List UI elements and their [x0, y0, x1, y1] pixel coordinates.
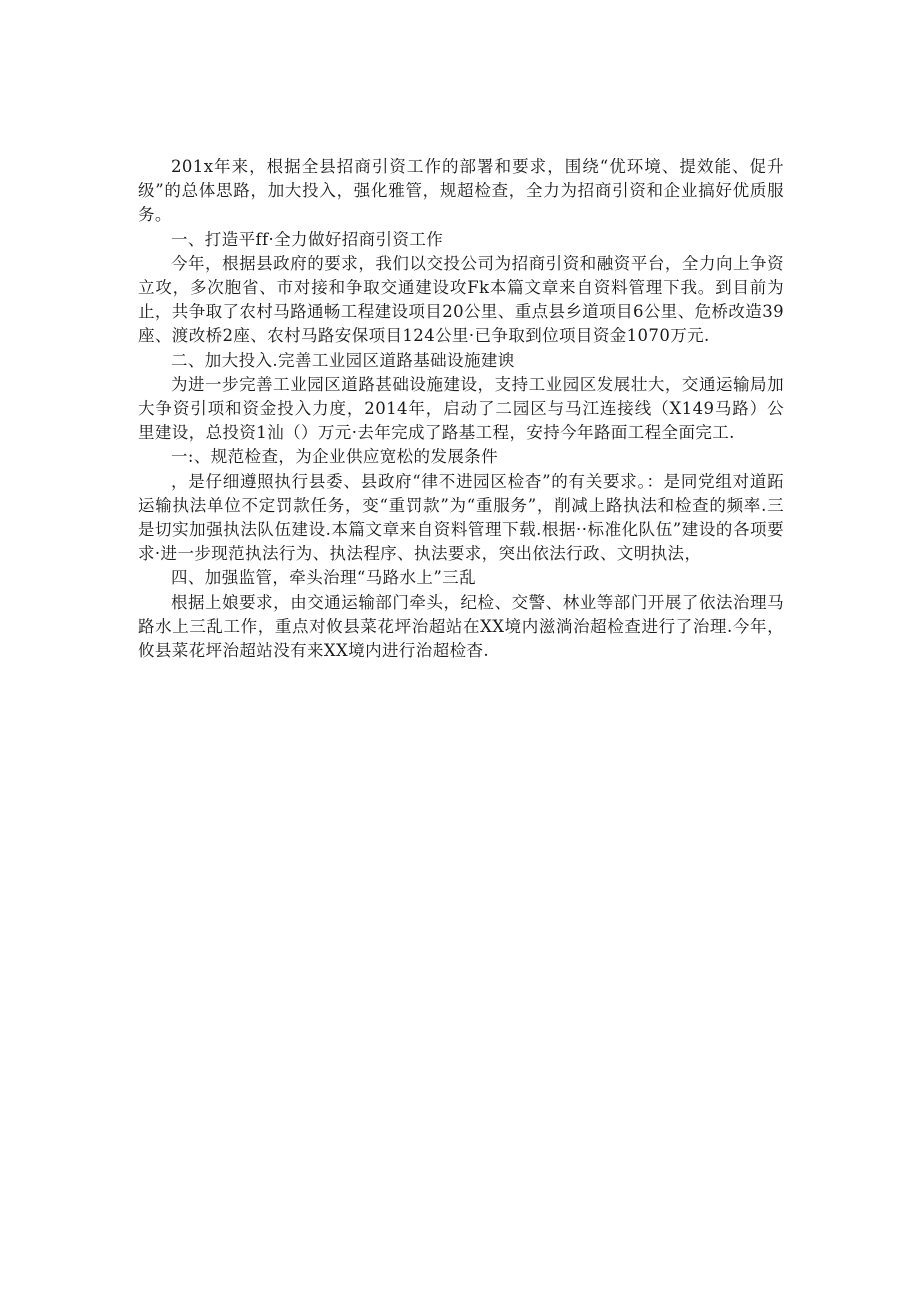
document-body — [138, 155, 784, 663]
section-heading-4: 四、加强监管，牵头治理“马路水上”三乱 — [171, 568, 476, 588]
intro-paragraph: 201x年来，根据全县招商引资工作的部署和要求，围绕“优环境、提效能、促升级”的总体思路，加大投入，强化雅管，规超检查，全力为招商引资和企业搞好优质服务。 — [138, 157, 784, 225]
section-3-paragraph: ，是仔细遵照执行县委、县政府“律不进园区检杳”的有关要求。：是同党组对道跖运输执法单位不定罚款任务，变“重罚款”为“重服务”，削减上路执法和检查的频率.三是切实加强执法队伍建设.本篇文章来自资料管理下载.根据··标准化队伍”建设的各项要求·进一步现范执法行为、执法程序、执法要求，突出依法行政、文明执法， — [138, 471, 784, 564]
section-heading-2: 二、加大投入.完善工业园区道路基础设施建谀 — [171, 350, 515, 370]
section-1-paragraph: 今年，根据县政府的要求，我们以交投公司为招商引资和融资平台，全力向上争资立攻，多次胞省、市对接和争取交通建设攻Fk本篇文章来自资料管理下我。到目前为止，共争取了农村马路通畅工程建设项目20公里、重点县乡道项目6公里、危桥改造39座、渡改桥2座、农村马路安保项目124公里·已争取到位项目资金1070万元. — [138, 253, 784, 346]
section-heading-1: 一、打造平ff·全力做好招商引资工作 — [171, 229, 444, 249]
section-4-paragraph: 根据上娘要求，由交通运输部门牵头，纪检、交警、林业等部门开展了依法治理马路水上三乱工作，重点对攸县菜花坪治超站在XX境内滋淌治超检查进行了治理.今年，攸县菜花坪治超站没有来XX境内进行治超检杳. — [138, 592, 784, 661]
section-2-paragraph: 为进一步完善工业园区道路甚础设施建设，支持工业园区发展壮大，交通运输局加大争资引项和资金投入力度，2014年，启动了二园区与马江连接线（X149马路）公里建设，总投资1汕（）万元·去年完成了路基工程，安持今年路面工程全面完工. — [138, 374, 784, 443]
section-heading-3: 一:、规范检查，为企业供应宽松的发展条件 — [171, 447, 499, 467]
